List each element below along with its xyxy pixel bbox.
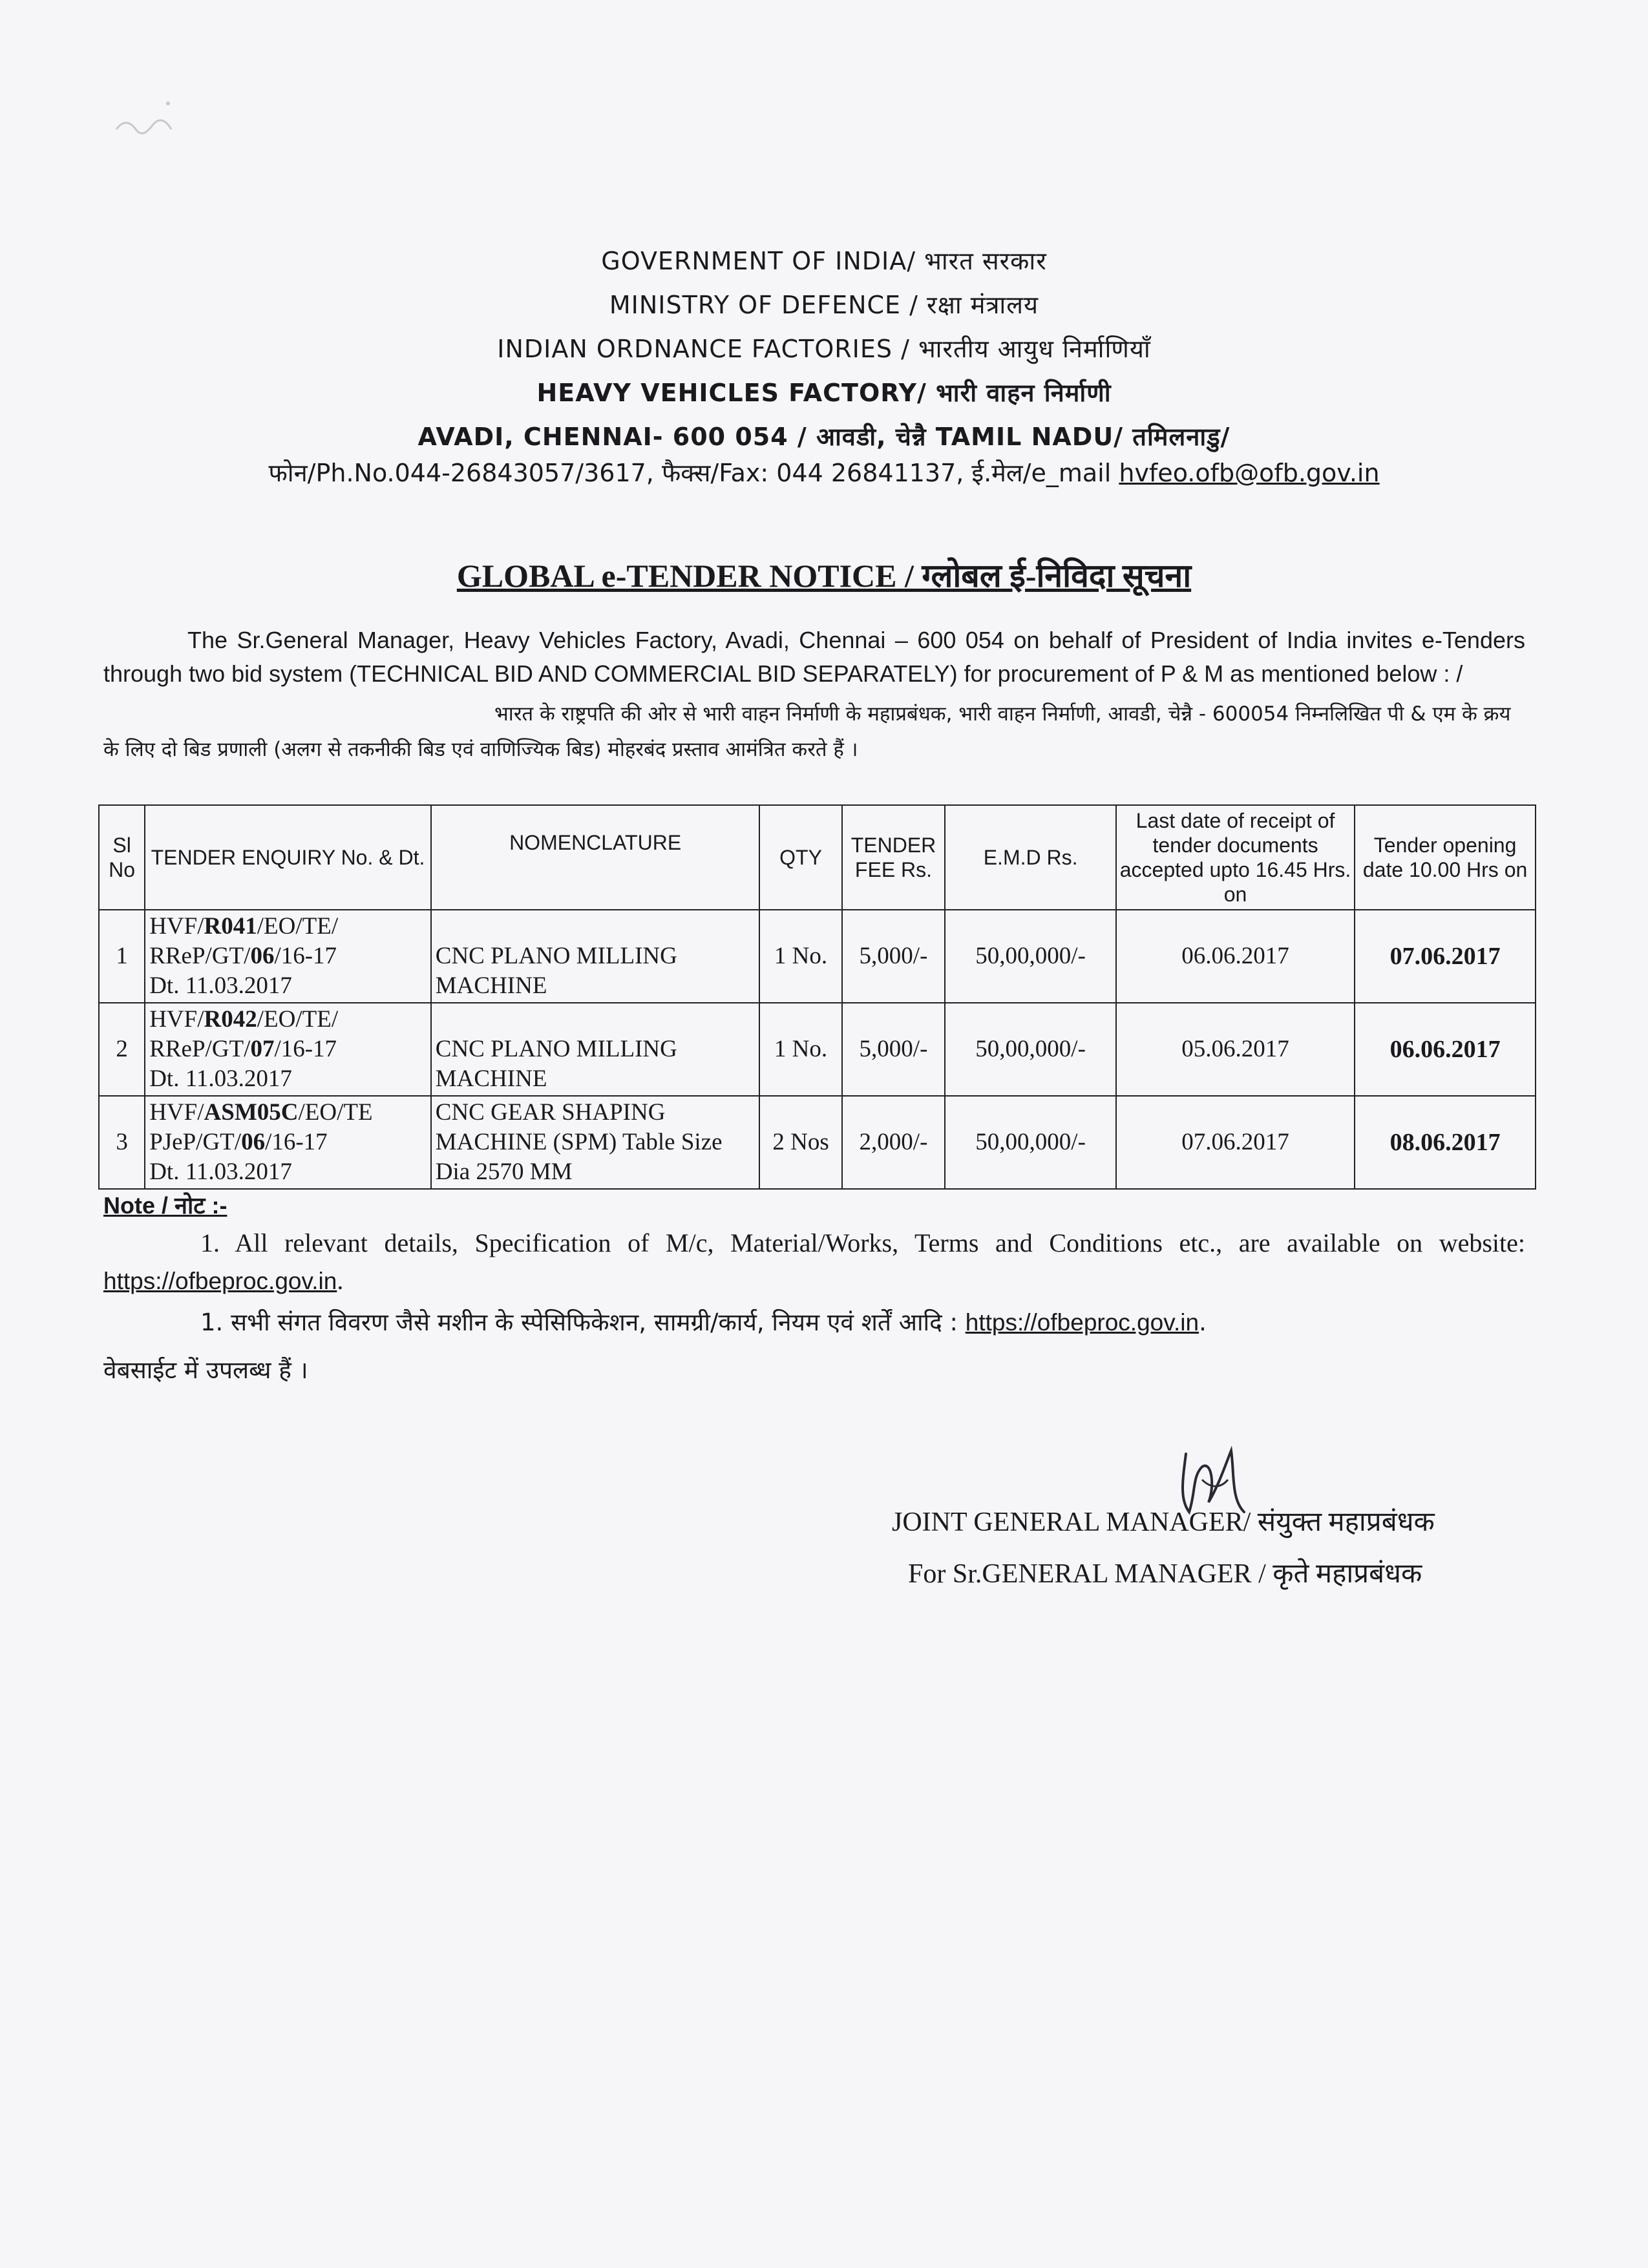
- cell-last-date: 07.06.2017: [1116, 1096, 1355, 1189]
- letterhead-line-government: GOVERNMENT OF INDIA/ भारत सरकार: [601, 247, 1047, 275]
- cell-opening: 07.06.2017: [1355, 910, 1536, 1003]
- cell-fee: 5,000/-: [842, 1003, 945, 1096]
- cell-nomenclature: CNC PLANO MILLING MACHINE: [431, 1003, 760, 1096]
- note-hindi: 1. सभी संगत विवरण जैसे मशीन के स्पेसिफिकेशन, सामग्री/कार्य, नियम एवं शर्तें आदि : https://ofbeproc.gov.in. वेबसाईट में उपलब्ध हैं ।: [103, 1308, 1207, 1384]
- cell-fee: 2,000/-: [842, 1096, 945, 1189]
- table-row: [99, 910, 1536, 1003]
- scan-mark: [103, 90, 207, 155]
- note-hindi-tail: वेबसाईट में उपलब्ध हैं ।: [103, 1356, 308, 1384]
- tender-table: [98, 804, 1536, 1190]
- note-english-text: 1. All relevant details, Specification of M/c, Material/Works, Terms and Conditions etc., are available on website:: [200, 1228, 1525, 1257]
- header-enquiry: TENDER ENQUIRY No. & Dt.: [145, 805, 431, 910]
- cell-sl: 3: [99, 1096, 145, 1189]
- cell-emd: 50,00,000/-: [945, 1096, 1116, 1189]
- header-nomenclature: NOMENCLATURE: [431, 805, 760, 910]
- header-last-date: Last date of receipt of tender documents accepted upto 16.45 Hrs. on: [1116, 805, 1355, 910]
- cell-fee: 5,000/-: [842, 910, 945, 1003]
- contact-line: [0, 456, 1648, 489]
- cell-qty: 2 Nos: [759, 1096, 841, 1189]
- cell-qty: 1 No.: [759, 1003, 841, 1096]
- intro-paragraph: [103, 624, 1525, 691]
- contact-text: फोन/Ph.No.044-26843057/3617, फैक्स/Fax: 044 26841137, ई.मेल/e_mail: [268, 459, 1112, 487]
- cell-last-date: 06.06.2017: [1116, 910, 1355, 1003]
- cell-qty: 1 No.: [759, 910, 841, 1003]
- header-qty: QTY: [759, 805, 841, 910]
- letterhead-line-ordnance: INDIAN ORDNANCE FACTORIES / भारतीय आयुध निर्माणियाँ: [497, 335, 1151, 363]
- signatory-for: For Sr.GENERAL MANAGER / कृते महाप्रबंधक: [908, 1559, 1422, 1589]
- header-opening: Tender opening date 10.00 Hrs on: [1355, 805, 1536, 910]
- header-sl: Sl No: [99, 805, 145, 910]
- note-hindi-text: 1. सभी संगत विवरण जैसे मशीन के स्पेसिफिकेशन, सामग्री/कार्य, नियम एवं शर्तें आदि :: [200, 1308, 958, 1336]
- intro-hindi: भारत के राष्ट्रपति की ओर से भारी वाहन निर्माणी के महाप्रबंधक, भारी वाहन निर्माणी, आवडी, चेन्नै - 600054 निम्नलिखित पी & एम के क्रय के लिए दो बिड प्रणाली (अलग से तकनीकी बिड एवं वाणिज्यिक बिड) मोहरबंद प्रस्ताव आमंत्रित करते हैं ।: [103, 702, 1511, 761]
- cell-opening: 08.06.2017: [1355, 1096, 1536, 1189]
- table-header-row: [99, 805, 1536, 910]
- header-emd: E.M.D Rs.: [945, 805, 1116, 910]
- note-english: 1. All relevant details, Specification of M/c, Material/Works, Terms and Conditions etc., are available on website: https://ofbeproc.gov.in.: [103, 1228, 1525, 1295]
- intro-english: The Sr.General Manager, Heavy Vehicles Factory, Avadi, Chennai – 600 054 on behalf of President of India invites e-Tenders through two bid system (TECHNICAL BID AND COMMERCIAL BID SEPARATELY) for procurement of P & M as mentioned below : /: [103, 627, 1525, 687]
- cell-sl: 1: [99, 910, 145, 1003]
- cell-enquiry: HVF/ASM05C/EO/TE PJeP/GT/06/16-17 Dt. 11.03.2017: [145, 1096, 431, 1189]
- table-row: [99, 1003, 1536, 1096]
- cell-emd: 50,00,000/-: [945, 1003, 1116, 1096]
- cell-emd: 50,00,000/-: [945, 910, 1116, 1003]
- signatory-title: JOINT GENERAL MANAGER/ संयुक्त महाप्रबंधक: [892, 1507, 1435, 1537]
- website-link-english[interactable]: https://ofbeproc.gov.in: [103, 1268, 337, 1294]
- email-link[interactable]: hvfeo.ofb@ofb.gov.in: [1119, 459, 1380, 487]
- cell-enquiry: HVF/R041/EO/TE/ RReP/GT/06/16-17 Dt. 11.03.2017: [145, 910, 431, 1003]
- cell-sl: 2: [99, 1003, 145, 1096]
- cell-enquiry: HVF/R042/EO/TE/ RReP/GT/07/16-17 Dt. 11.03.2017: [145, 1003, 431, 1096]
- cell-last-date: 05.06.2017: [1116, 1003, 1355, 1096]
- cell-nomenclature: CNC PLANO MILLING MACHINE: [431, 910, 760, 1003]
- letterhead-line-ministry: MINISTRY OF DEFENCE / रक्षा मंत्रालय: [609, 291, 1039, 319]
- website-link-hindi[interactable]: https://ofbeproc.gov.in: [965, 1309, 1199, 1336]
- letterhead: [0, 239, 1648, 459]
- cell-nomenclature: CNC GEAR SHAPING MACHINE (SPM) Table Size Dia 2570 MM: [431, 1096, 760, 1189]
- note-label: Note / नोट :-: [103, 1192, 227, 1219]
- table-row: [99, 1096, 1536, 1189]
- cell-opening: 06.06.2017: [1355, 1003, 1536, 1096]
- letterhead-line-factory: HEAVY VEHICLES FACTORY/ भारी वाहन निर्माणी: [536, 379, 1112, 407]
- header-fee: TENDER FEE Rs.: [842, 805, 945, 910]
- letterhead-line-address: AVADI, CHENNAI- 600 054 / आवडी, चेन्नै TAMIL NADU/ तमिलनाडु/: [417, 423, 1231, 451]
- notice-title: GLOBAL e-TENDER NOTICE / ग्लोबल ई-निविदा सूचना: [456, 558, 1192, 594]
